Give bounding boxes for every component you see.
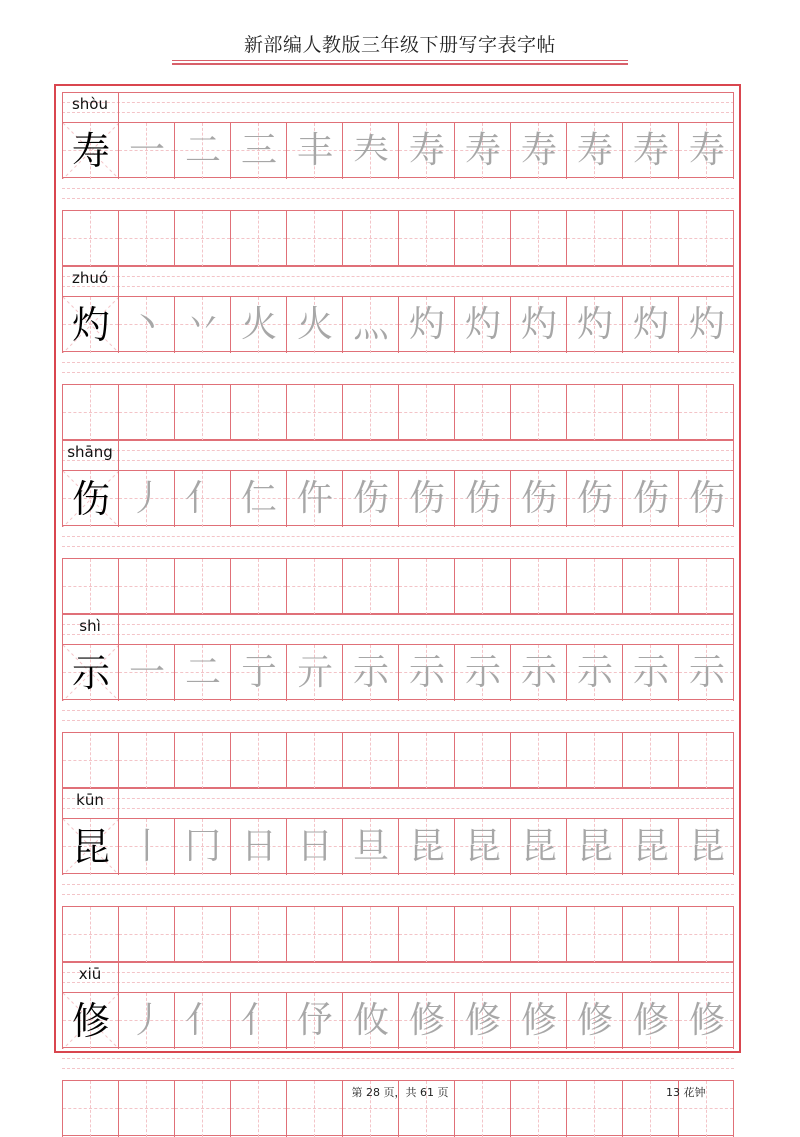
stroke-step-cell — [678, 123, 734, 179]
stroke-step-character: 寿 — [688, 130, 725, 171]
stroke-order-row — [62, 470, 734, 526]
stroke-step-character: 丿 — [128, 478, 165, 519]
model-character: 灼 — [71, 303, 110, 347]
stroke-step-character: 旦 — [352, 826, 389, 867]
stroke-step-cell — [566, 819, 622, 875]
stroke-step-cell — [342, 819, 398, 875]
stroke-step-cell — [398, 123, 454, 179]
writing-cell[interactable] — [118, 385, 174, 441]
stroke-step-character: 灼 — [632, 304, 669, 345]
writing-cell[interactable] — [510, 559, 566, 615]
page-title: 新部编人教版三年级下册写字表字帖 — [243, 34, 556, 56]
stroke-step-character: 修 — [520, 1000, 557, 1041]
stroke-step-character: 示 — [688, 652, 725, 693]
guide-gap-row — [62, 1048, 734, 1078]
stroke-step-character: 寿 — [632, 130, 669, 171]
stroke-step-character: 三 — [240, 130, 277, 171]
model-character-cell — [62, 123, 118, 179]
writing-cell[interactable] — [62, 211, 118, 267]
stroke-step-character: 亍 — [240, 652, 277, 693]
stroke-step-character: 灬 — [352, 304, 389, 345]
stroke-step-cell — [230, 297, 286, 353]
character-block — [62, 266, 734, 440]
stroke-step-character: 伤 — [464, 478, 501, 519]
stroke-step-character: 丨 — [128, 826, 165, 867]
stroke-step-cell — [286, 819, 342, 875]
stroke-step-character: 昆 — [688, 826, 725, 867]
stroke-step-character: 示 — [576, 652, 613, 693]
stroke-step-cell — [622, 123, 678, 179]
character-block — [62, 440, 734, 614]
stroke-step-character: 𡗗 — [352, 130, 389, 171]
stroke-step-cell — [118, 123, 174, 179]
stroke-step-character: 仵 — [296, 478, 333, 519]
stroke-step-character: 二 — [184, 652, 221, 693]
stroke-step-cell — [118, 645, 174, 701]
title-underline-bottom — [172, 63, 628, 65]
writing-cell[interactable] — [342, 385, 398, 441]
writing-cell[interactable] — [398, 559, 454, 615]
stroke-step-cell — [566, 471, 622, 527]
stroke-step-cell — [286, 993, 342, 1049]
writing-cell[interactable] — [286, 733, 342, 789]
writing-cell[interactable] — [118, 733, 174, 789]
writing-cell[interactable] — [454, 907, 510, 963]
pinyin-guide-row — [62, 92, 734, 122]
stroke-step-character: 攸 — [352, 1000, 389, 1041]
guide-gap-row — [62, 526, 734, 556]
stroke-step-character: 二 — [184, 130, 221, 171]
writing-cell[interactable] — [510, 733, 566, 789]
stroke-step-cell — [510, 645, 566, 701]
guide-gap-row — [62, 178, 734, 208]
writing-cell[interactable] — [286, 385, 342, 441]
stroke-step-character: 伤 — [688, 478, 725, 519]
stroke-step-character: 修 — [408, 1000, 445, 1041]
pinyin-guide-row — [62, 266, 734, 296]
writing-cell[interactable] — [510, 385, 566, 441]
stroke-step-character: 伤 — [408, 478, 445, 519]
stroke-step-cell — [118, 993, 174, 1049]
writing-cell[interactable] — [622, 907, 678, 963]
writing-cell[interactable] — [174, 559, 230, 615]
writing-cell[interactable] — [566, 385, 622, 441]
stroke-step-cell — [678, 297, 734, 353]
writing-cell[interactable] — [566, 733, 622, 789]
pinyin-label: xiū — [78, 965, 102, 983]
blank-practice-row — [62, 732, 734, 788]
writing-cell[interactable] — [230, 559, 286, 615]
stroke-step-cell — [398, 645, 454, 701]
writing-cell[interactable] — [454, 559, 510, 615]
writing-cell[interactable] — [62, 733, 118, 789]
stroke-step-cell — [510, 123, 566, 179]
character-block — [62, 614, 734, 788]
model-character: 示 — [71, 651, 110, 695]
stroke-step-cell — [622, 819, 678, 875]
writing-cell[interactable] — [510, 907, 566, 963]
stroke-step-cell — [230, 471, 286, 527]
model-character: 寿 — [71, 129, 110, 173]
stroke-step-cell — [230, 993, 286, 1049]
blank-practice-row — [62, 906, 734, 962]
writing-cell[interactable] — [678, 385, 734, 441]
stroke-step-cell — [174, 123, 230, 179]
model-character-cell — [62, 645, 118, 701]
stroke-step-character: 示 — [520, 652, 557, 693]
stroke-step-character: 亻 — [240, 1000, 277, 1041]
writing-cell[interactable] — [230, 211, 286, 267]
stroke-step-cell — [174, 471, 230, 527]
stroke-step-character: 亓 — [296, 652, 333, 693]
stroke-step-cell — [566, 123, 622, 179]
stroke-step-character: 灼 — [576, 304, 613, 345]
stroke-step-character: 示 — [352, 652, 389, 693]
character-block — [62, 92, 734, 266]
stroke-step-character: 昆 — [408, 826, 445, 867]
stroke-step-character: 寿 — [464, 130, 501, 171]
stroke-step-cell — [678, 645, 734, 701]
stroke-step-cell — [118, 819, 174, 875]
writing-cell[interactable] — [398, 907, 454, 963]
stroke-step-character: 日 — [240, 826, 277, 867]
stroke-step-cell — [398, 297, 454, 353]
stroke-step-cell — [566, 645, 622, 701]
writing-cell[interactable] — [566, 907, 622, 963]
writing-cell[interactable] — [342, 907, 398, 963]
writing-cell[interactable] — [62, 385, 118, 441]
model-character-cell — [62, 471, 118, 527]
stroke-step-character: 伃 — [296, 1000, 333, 1041]
guide-gap-row — [62, 874, 734, 904]
stroke-step-cell — [622, 471, 678, 527]
stroke-step-cell — [678, 819, 734, 875]
stroke-step-character: 寿 — [408, 130, 445, 171]
model-character-cell — [62, 297, 118, 353]
writing-cell[interactable] — [230, 907, 286, 963]
stroke-step-cell — [454, 819, 510, 875]
lesson-label: 13 花钟 — [666, 1086, 706, 1099]
stroke-step-cell — [454, 471, 510, 527]
stroke-order-row — [62, 992, 734, 1048]
pinyin-label: zhuó — [71, 269, 109, 287]
blank-practice-row — [62, 384, 734, 440]
stroke-step-cell — [174, 993, 230, 1049]
stroke-step-character: 修 — [576, 1000, 613, 1041]
stroke-step-character: 丷 — [184, 304, 221, 345]
worksheet-grid — [62, 92, 734, 1045]
writing-cell[interactable] — [286, 211, 342, 267]
writing-cell[interactable] — [62, 907, 118, 963]
stroke-step-character: 昆 — [576, 826, 613, 867]
stroke-step-character: 仁 — [240, 478, 277, 519]
writing-cell[interactable] — [622, 211, 678, 267]
stroke-step-cell — [510, 471, 566, 527]
stroke-step-character: 灼 — [408, 304, 445, 345]
model-character-cell — [62, 993, 118, 1049]
model-character: 伤 — [71, 477, 110, 521]
writing-cell[interactable] — [230, 385, 286, 441]
writing-cell[interactable] — [62, 559, 118, 615]
stroke-step-cell — [230, 819, 286, 875]
writing-cell[interactable] — [454, 733, 510, 789]
pinyin-guide-row — [62, 614, 734, 644]
page-number: 第 28 页，共 61 页 — [351, 1086, 449, 1099]
stroke-step-cell — [566, 297, 622, 353]
stroke-step-character: 丶 — [128, 304, 165, 345]
writing-cell[interactable] — [174, 211, 230, 267]
stroke-step-character: 灼 — [464, 304, 501, 345]
writing-cell[interactable] — [678, 907, 734, 963]
stroke-step-cell — [342, 123, 398, 179]
stroke-step-cell — [174, 645, 230, 701]
stroke-step-character: 火 — [296, 304, 333, 345]
model-character: 昆 — [71, 825, 110, 869]
writing-cell[interactable] — [678, 211, 734, 267]
stroke-step-cell — [174, 297, 230, 353]
stroke-step-character: 火 — [240, 304, 277, 345]
stroke-step-cell — [622, 645, 678, 701]
writing-cell[interactable] — [230, 733, 286, 789]
stroke-step-cell — [286, 645, 342, 701]
guide-gap-row — [62, 352, 734, 382]
writing-cell[interactable] — [174, 385, 230, 441]
stroke-step-cell — [454, 993, 510, 1049]
stroke-step-character: 伤 — [576, 478, 613, 519]
stroke-step-character: 灼 — [520, 304, 557, 345]
blank-practice-row — [62, 210, 734, 266]
stroke-order-row — [62, 818, 734, 874]
pinyin-label: shāng — [67, 443, 113, 461]
writing-cell[interactable] — [286, 559, 342, 615]
pinyin-guide-row — [62, 440, 734, 470]
stroke-step-cell — [398, 471, 454, 527]
stroke-step-character: 修 — [464, 1000, 501, 1041]
writing-cell[interactable] — [454, 385, 510, 441]
guide-gap-row — [62, 700, 734, 730]
writing-cell[interactable] — [174, 907, 230, 963]
stroke-step-character: 寿 — [520, 130, 557, 171]
pinyin-guide-row — [62, 788, 734, 818]
writing-cell[interactable] — [566, 211, 622, 267]
pinyin-label: kūn — [76, 791, 104, 809]
stroke-step-character: 示 — [632, 652, 669, 693]
writing-cell[interactable] — [398, 733, 454, 789]
stroke-step-character: 修 — [632, 1000, 669, 1041]
stroke-step-cell — [342, 471, 398, 527]
writing-cell[interactable] — [342, 733, 398, 789]
stroke-step-cell — [286, 297, 342, 353]
writing-cell[interactable] — [510, 211, 566, 267]
stroke-step-character: 亻 — [184, 1000, 221, 1041]
stroke-step-character: 昆 — [632, 826, 669, 867]
writing-cell[interactable] — [622, 559, 678, 615]
writing-cell[interactable] — [118, 907, 174, 963]
stroke-step-cell — [398, 819, 454, 875]
writing-cell[interactable] — [622, 385, 678, 441]
pinyin-guide-row — [62, 962, 734, 992]
writing-cell[interactable] — [678, 733, 734, 789]
stroke-order-row — [62, 296, 734, 352]
stroke-step-cell — [510, 993, 566, 1049]
writing-cell[interactable] — [398, 211, 454, 267]
stroke-step-cell — [510, 297, 566, 353]
pinyin-label: shì — [79, 617, 101, 635]
stroke-step-character: 一 — [128, 652, 165, 693]
model-character: 修 — [71, 999, 110, 1043]
writing-cell[interactable] — [286, 907, 342, 963]
blank-practice-row — [62, 558, 734, 614]
stroke-step-cell — [174, 819, 230, 875]
stroke-step-cell — [398, 993, 454, 1049]
writing-cell[interactable] — [174, 733, 230, 789]
writing-cell[interactable] — [678, 559, 734, 615]
stroke-step-character: 丿 — [128, 1000, 165, 1041]
stroke-step-cell — [454, 297, 510, 353]
writing-cell[interactable] — [398, 385, 454, 441]
stroke-step-cell — [622, 993, 678, 1049]
character-block — [62, 788, 734, 962]
character-block — [62, 962, 734, 1136]
stroke-step-character: 伤 — [520, 478, 557, 519]
stroke-step-cell — [342, 993, 398, 1049]
stroke-step-cell — [622, 297, 678, 353]
stroke-step-character: 日 — [296, 826, 333, 867]
stroke-step-character: 寿 — [576, 130, 613, 171]
stroke-step-cell — [678, 471, 734, 527]
stroke-step-character: 昆 — [464, 826, 501, 867]
stroke-step-cell — [510, 819, 566, 875]
writing-cell[interactable] — [118, 211, 174, 267]
stroke-step-character: 示 — [464, 652, 501, 693]
stroke-step-cell — [566, 993, 622, 1049]
title-underline-top — [172, 60, 628, 61]
writing-cell[interactable] — [622, 733, 678, 789]
stroke-step-cell — [454, 123, 510, 179]
stroke-step-cell — [230, 123, 286, 179]
writing-cell[interactable] — [118, 559, 174, 615]
stroke-order-row — [62, 644, 734, 700]
stroke-step-character: 伤 — [352, 478, 389, 519]
stroke-step-character: 冂 — [184, 826, 221, 867]
writing-cell[interactable] — [566, 559, 622, 615]
stroke-step-character: 示 — [408, 652, 445, 693]
stroke-step-character: 丰 — [296, 130, 333, 171]
stroke-step-cell — [230, 645, 286, 701]
model-character-cell — [62, 819, 118, 875]
stroke-step-cell — [342, 297, 398, 353]
writing-cell[interactable] — [342, 211, 398, 267]
stroke-step-cell — [342, 645, 398, 701]
stroke-step-character: 伤 — [632, 478, 669, 519]
stroke-step-character: 昆 — [520, 826, 557, 867]
stroke-step-cell — [118, 297, 174, 353]
stroke-step-character: 一 — [128, 130, 165, 171]
stroke-step-cell — [286, 471, 342, 527]
stroke-step-character: 灼 — [688, 304, 725, 345]
writing-cell[interactable] — [454, 211, 510, 267]
stroke-order-row — [62, 122, 734, 178]
stroke-step-cell — [678, 993, 734, 1049]
stroke-step-cell — [286, 123, 342, 179]
stroke-step-cell — [118, 471, 174, 527]
stroke-step-character: 修 — [688, 1000, 725, 1041]
pinyin-label: shòu — [71, 95, 108, 113]
stroke-step-cell — [454, 645, 510, 701]
stroke-step-character: 亻 — [184, 478, 221, 519]
writing-cell[interactable] — [342, 559, 398, 615]
